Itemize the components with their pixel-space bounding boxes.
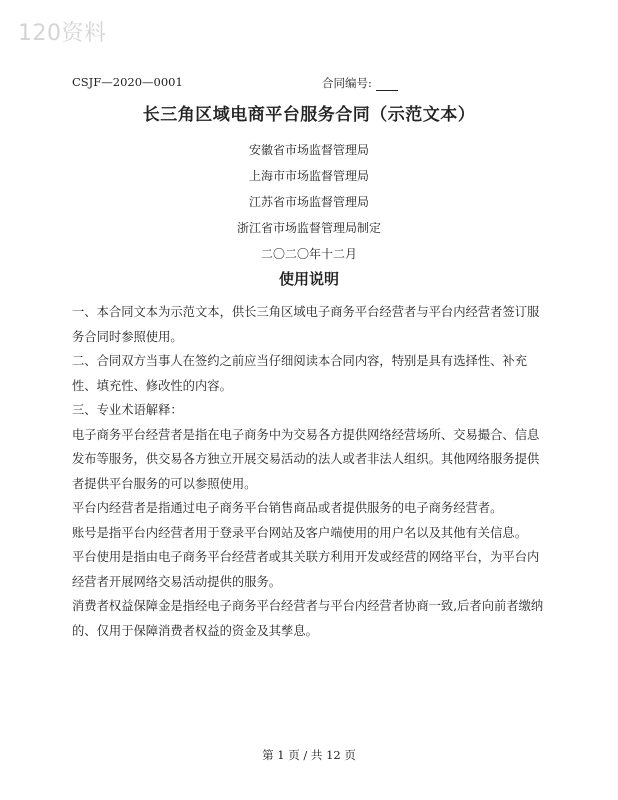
paragraph: 二、合同双方当事人在签约之前应当仔细阅读本合同内容，特别是具有选择性、补充性、填充性、修改性的内容。 xyxy=(72,354,527,393)
paragraph: 电子商务平台经营者是指在电子商务中为交易各方提供网络经营场所、交易撮合、信息发布等服务，供交易各方独立开展交易活动的法人或者非法人组织。其他网络服务提供者提供平台服务的可以参照使用。 xyxy=(72,427,540,491)
contract-number xyxy=(322,75,398,91)
instructions-body xyxy=(72,300,550,643)
contract-number-blank xyxy=(376,78,398,91)
issuer-line: 上海市市场监督管理局 xyxy=(248,169,369,183)
paragraph: 一、本合同文本为示范文本，供长三角区域电子商务平台经营者与平台内经营者签订服务合同时参照使用。 xyxy=(72,305,540,344)
document-title: 长三角区域电商平台服务合同（示范文本） xyxy=(142,105,476,125)
issue-date: 二〇二〇年十二月 xyxy=(260,247,357,261)
document-header xyxy=(72,75,546,91)
issuer-block xyxy=(0,137,618,267)
issuer-line: 江苏省市场监督管理局 xyxy=(248,195,369,209)
document-code: CSJF—2020—0001 xyxy=(72,75,183,89)
paragraph: 账号是指平台内经营者用于登录平台网站及客户端使用的用户名以及其他有关信息。 xyxy=(72,525,527,540)
issuer-line: 安徽省市场监督管理局 xyxy=(248,143,369,157)
paragraph: 三、专业术语解释： xyxy=(72,403,183,417)
issuer-line: 浙江省市场监督管理局制定 xyxy=(236,221,381,235)
page-footer: 第 1 页 / 共 12 页 xyxy=(262,748,356,762)
paragraph: 平台使用是指由电子商务平台经营者或其关联方利用开发或经营的网络平台，为平台内经营者开展网络交易活动提供的服务。 xyxy=(72,550,540,589)
paragraph: 平台内经营者是指通过电子商务平台销售商品或者提供服务的电子商务经营者。 xyxy=(72,501,503,515)
contract-number-label: 合同编号: xyxy=(322,76,372,90)
paragraph: 消费者权益保障金是指经电子商务平台经营者与平台内经营者协商一致,后者向前者缴纳的、仅用于保障消费者权益的资金及其孳息。 xyxy=(72,599,544,638)
watermark: 120资料 xyxy=(18,21,107,46)
section-title: 使用说明 xyxy=(278,270,339,288)
